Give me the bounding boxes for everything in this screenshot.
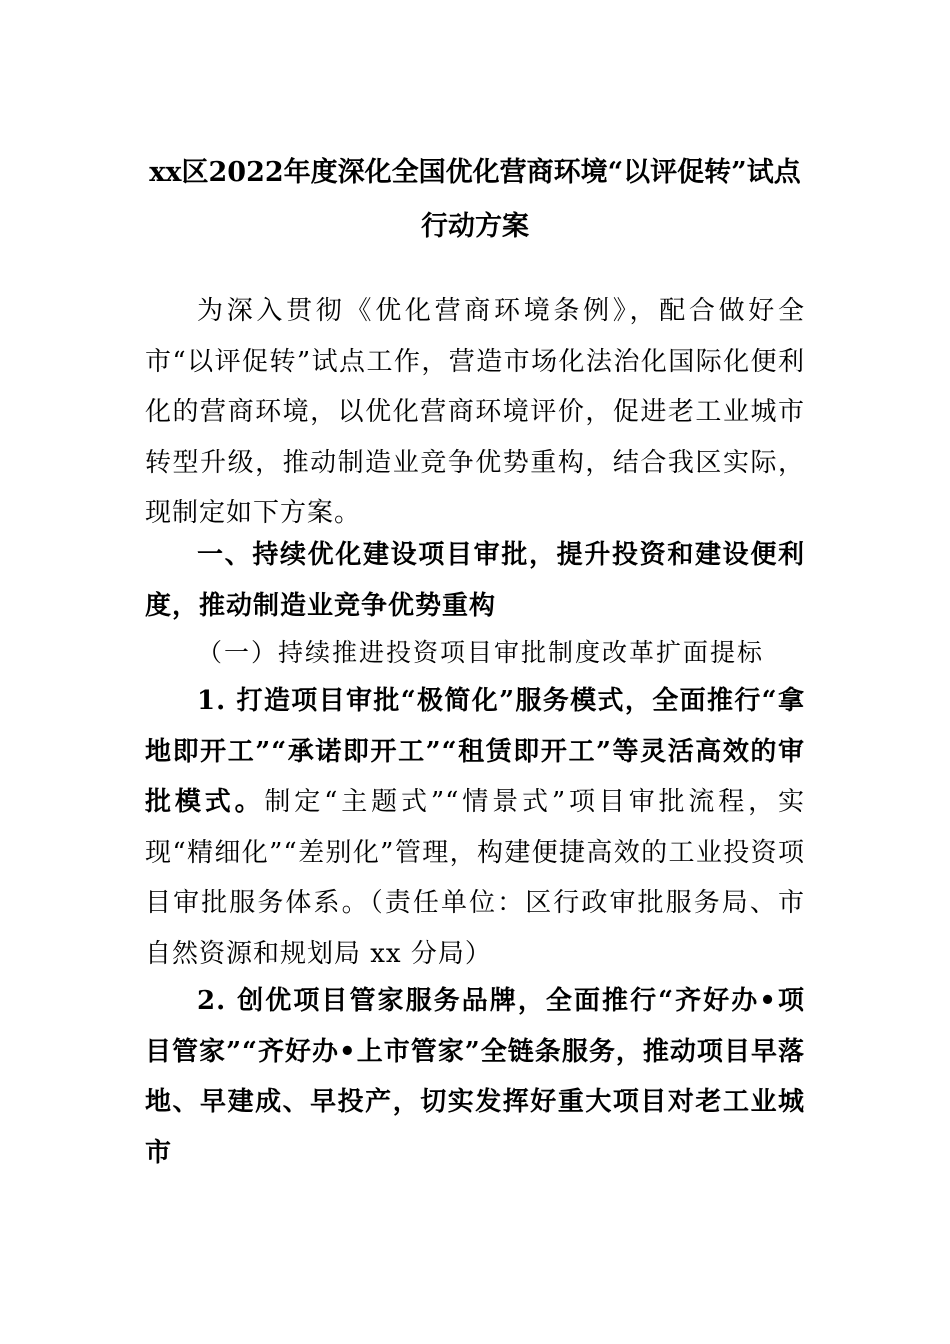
subsection-heading-1: （一）持续推进投资项目审批制度改革扩面提标 — [197, 638, 765, 667]
document-title: xx区2022年度深化全国优化营商环境“以评促转”试点行动方案 — [149, 157, 801, 242]
item-1-lead: 1. 打造项目审批“极简化”服务模式，全面推行“拿地即开工”“承诺即开工”“租赁即开工”等灵活高效的审批模式。 — [145, 686, 805, 817]
item-2-paragraph: 2. 创优项目管家服务品牌，全面推行“齐好办•项目管家”“齐好办•上市管家”全链条服务，推动项目早落地、早建成、早投产，切实发挥好重大项目对老工业城市 — [145, 986, 805, 1168]
item-1-paragraph — [145, 676, 805, 979]
item-1-body: 制定“主题式”“情景式”项目审批流程，实现“精细化”“差别化”管理，构建便捷高效的工业投资项目审批服务体系。（责任单位：区行政审批服务局、市自然资源和规划局 xx 分局） — [145, 787, 805, 969]
section-heading-1: 一、持续优化建设项目审批，提升投资和建设便利度，推动制造业竞争优势重构 — [145, 540, 805, 621]
intro-paragraph: 为深入贯彻《优化营商环境条例》，配合做好全市“以评促转”试点工作，营造市场化法治化国际化便利化的营商环境，以优化营商环境评价，促进老工业城市转型升级，推动制造业竞争优势重构，结合我区实际，现制定如下方案。 — [145, 296, 805, 528]
